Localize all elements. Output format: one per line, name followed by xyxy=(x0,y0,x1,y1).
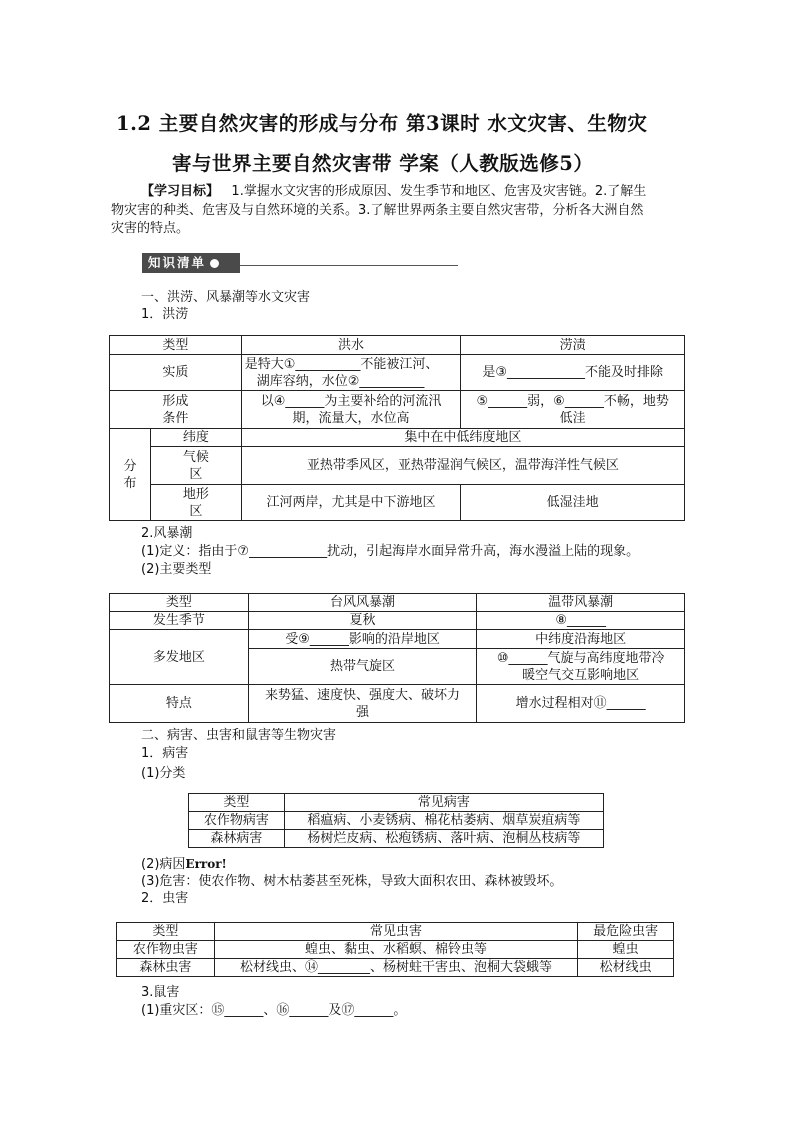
disease-row-1-type: 农作物病害 xyxy=(189,812,285,830)
section-2-heading: 二、病害、虫害和鼠害等生物灾害 xyxy=(141,728,337,743)
flood-terrain-flood: 江河两岸，尤其是中下游地区 xyxy=(241,485,461,521)
flood-header-type: 类型 xyxy=(110,336,242,355)
objectives-line-1 xyxy=(141,180,646,199)
storm-surge-types-heading: (2)主要类型 xyxy=(141,562,212,577)
feature-typhoon-1: 来势猛、速度快、强度大、破坏力 xyxy=(265,687,461,703)
badge-label: 知识清单 xyxy=(148,255,207,270)
disease-header-type: 类型 xyxy=(189,794,285,812)
flood-terrain-label xyxy=(150,485,241,521)
storm-header-temperate: 温带风暴潮 xyxy=(477,594,685,612)
storm-surge-table xyxy=(109,593,685,723)
climate-label-2: 区 xyxy=(189,466,203,482)
disease-row-2-value: 杨树烂皮病、松疱锈病、落叶病、泡桐丛枝病等 xyxy=(284,830,603,848)
flood-climate-value: 亚热带季风区，亚热带湿润气候区，温带海洋性气候区 xyxy=(241,447,684,485)
pest-row-2-value: 松材线虫、⑭________、杨树蛀干害虫、泡桐大袋蛾等 xyxy=(214,959,577,977)
storm-area-typhoon-1: 受⑨______影响的沿岸地区 xyxy=(248,630,477,649)
flood-distribution-label xyxy=(110,429,151,521)
terrain-label-2: 区 xyxy=(189,503,203,519)
dist-label-2: 布 xyxy=(123,475,137,491)
section-2-sub-1: 1．病害 xyxy=(141,746,189,761)
condition-flood-2: 期，流量大，水位高 xyxy=(292,410,410,426)
disease-harm: (3)危害：使农作物、树木枯萎甚至死株，导致大面积农田、森林被毁坏。 xyxy=(141,874,563,889)
flood-latitude-label: 纬度 xyxy=(150,429,241,447)
disease-classify-heading: (1)分类 xyxy=(141,766,186,781)
flood-essence-flood-2: 湖库容纳，水位②__________ xyxy=(256,373,425,389)
storm-season-typhoon: 夏秋 xyxy=(248,612,477,630)
condition-waterlog-1: ⑤______弱，⑥______不畅，地势 xyxy=(476,393,669,409)
flood-essence-flood-1: 是特大①__________不能被江河、 xyxy=(244,356,439,372)
disease-row-1-value: 稻瘟病、小麦锈病、棉花枯萎病、烟草炭疽病等 xyxy=(284,812,603,830)
storm-feature-temperate: 增水过程相对⑪______ xyxy=(477,685,685,723)
pest-table xyxy=(116,922,674,977)
objectives-line-2: 物灾害的种类、危害及与自然环境的关系。3.了解世界两条主要自然灾害带，分析各大洲自然 xyxy=(111,203,644,218)
flood-table xyxy=(109,335,685,521)
flood-condition-flood xyxy=(241,391,461,429)
section-1-sub-1: 1．洪涝 xyxy=(141,307,189,322)
pest-header-type: 类型 xyxy=(117,923,215,941)
disease-cause-error: Error! xyxy=(185,857,227,871)
flood-header-flood: 洪水 xyxy=(241,336,461,355)
flood-essence-flood xyxy=(241,355,461,391)
badge-divider xyxy=(240,265,458,266)
disease-table xyxy=(188,793,604,848)
terrain-label-1: 地形 xyxy=(182,486,209,502)
knowledge-list-badge xyxy=(142,253,240,273)
dist-label-1: 分 xyxy=(123,458,137,474)
pest-row-2-type: 森林虫害 xyxy=(117,959,215,977)
objectives-label: 【学习目标】 xyxy=(141,184,220,199)
storm-feature-typhoon xyxy=(248,685,477,723)
section-1-heading: 一、洪涝、风暴潮等水文灾害 xyxy=(141,290,311,305)
condition-flood-1: 以④______为主要补给的河流汛 xyxy=(260,393,442,409)
pest-row-1-value: 蝗虫、黏虫、水稻螟、棉铃虫等 xyxy=(214,941,577,959)
flood-latitude-value: 集中在中低纬度地区 xyxy=(241,429,684,447)
area-temperate-2a: ⑩______气旋与高纬度地带冷 xyxy=(496,650,665,666)
pest-header-danger: 最危险虫害 xyxy=(578,923,674,941)
page-title-line-2: 害与世界主要自然灾害带 学案（人教版选修5） xyxy=(172,152,594,175)
storm-area-temperate-1: 中纬度沿海地区 xyxy=(477,630,685,649)
storm-area-label: 多发地区 xyxy=(110,630,249,685)
pest-row-1-danger: 蝗虫 xyxy=(578,941,674,959)
area-temperate-2b: 暖空气交互影响地区 xyxy=(522,667,640,683)
disease-header-common: 常见病害 xyxy=(284,794,603,812)
climate-label-1: 气候 xyxy=(182,449,209,465)
disease-row-2-type: 森林病害 xyxy=(189,830,285,848)
storm-area-typhoon-2: 热带气旋区 xyxy=(248,649,477,685)
flood-condition-waterlog xyxy=(461,391,685,429)
flood-essence-waterlog: 是③____________不能及时排除 xyxy=(461,355,685,391)
badge-dot-icon xyxy=(210,259,219,268)
flood-header-waterlog: 涝渍 xyxy=(461,336,685,355)
feature-typhoon-2: 强 xyxy=(356,704,370,720)
page-title-line-1: 1.2 主要自然灾害的形成与分布 第3课时 水文灾害、生物灾 xyxy=(116,112,648,135)
disease-cause-prefix: (2)病因 xyxy=(141,857,186,872)
pest-header-common: 常见虫害 xyxy=(214,923,577,941)
storm-area-temperate-2 xyxy=(477,649,685,685)
objectives-line-3: 灾害的特点。 xyxy=(111,221,190,236)
storm-season-temperate: ⑧______ xyxy=(477,612,685,630)
flood-climate-label xyxy=(150,447,241,485)
objectives-text-1: 1.掌握水文灾害的形成原因、发生季节和地区、危害及灾害链。2.了解生 xyxy=(231,184,647,199)
condition-waterlog-2: 低洼 xyxy=(559,410,586,426)
flood-row-condition-label xyxy=(110,391,242,429)
pest-row-2-danger: 松材线虫 xyxy=(578,959,674,977)
pest-row-1-type: 农作物虫害 xyxy=(117,941,215,959)
storm-header-type: 类型 xyxy=(110,594,249,612)
flood-row-essence-label: 实质 xyxy=(110,355,242,391)
section-1-sub-2: 2.风暴潮 xyxy=(141,526,193,541)
flood-terrain-waterlog: 低湿洼地 xyxy=(461,485,685,521)
section-2-sub-3: 3.鼠害 xyxy=(141,985,180,1000)
condition-label-2: 条件 xyxy=(162,410,189,426)
condition-label-1: 形成 xyxy=(162,393,189,409)
section-2-sub-2: 2．虫害 xyxy=(141,891,189,906)
storm-header-typhoon: 台风风暴潮 xyxy=(248,594,477,612)
storm-surge-definition: (1)定义：指由于⑦____________扰动，引起海岸水面异常升高，海水漫溢上陆的现象。 xyxy=(141,544,640,559)
storm-feature-label: 特点 xyxy=(110,685,249,723)
rat-hotspots: (1)重灾区：⑮______、⑯______及⑰______。 xyxy=(141,1003,407,1018)
storm-season-label: 发生季节 xyxy=(110,612,249,630)
